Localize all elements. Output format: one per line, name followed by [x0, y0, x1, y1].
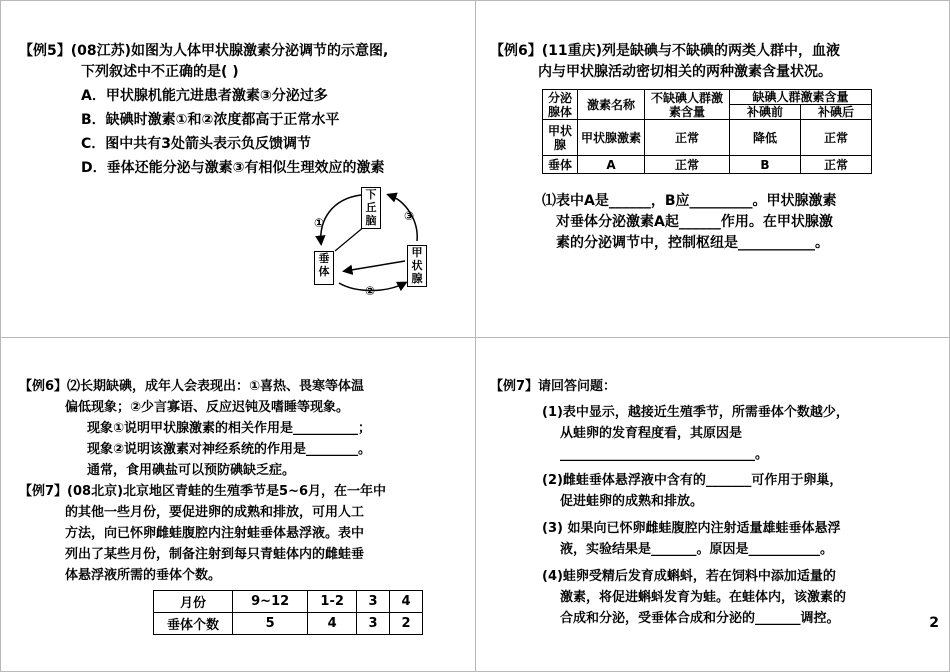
q2-answer-1: ⑴表中A是______，B应_________。甲状腺激素: [542, 193, 837, 209]
q3-line-5: 通常，食用碘盐可以预防碘缺乏症。: [87, 463, 296, 478]
q4-line-11: 合成和分泌，受垂体合成和分泌的_______调控。: [560, 611, 840, 626]
table-cell: B: [730, 156, 801, 174]
page-number: 2: [929, 615, 939, 631]
pituitary-box: [314, 251, 334, 285]
table-cell: 正常: [645, 120, 730, 156]
q3-line-3: 现象①说明甲状腺激素的相关作用是__________；: [87, 421, 372, 436]
option-c: C．图中共有3处箭头表示负反馈调节: [81, 136, 312, 152]
pituitary-count-table: [153, 590, 423, 635]
table-cell: 降低: [730, 120, 801, 156]
arrow-hypothalamus-to-pituitary: [321, 195, 361, 243]
quadrant-example-7-questions: [475, 337, 950, 672]
option-b: B．缺碘时激素①和②浓度都高于正常水平: [81, 112, 340, 128]
table-cell: 2: [390, 613, 423, 635]
q4-line-7: (3) 如果向已怀卵雌蛙腹腔内注射适量雄蛙垂体悬浮: [542, 521, 841, 536]
marker-1: ①: [314, 216, 325, 230]
q1-line-1: 【例5】(08江苏)如图为人体甲状腺激素分泌调节的示意图,: [19, 43, 389, 59]
header-normal-group: 不缺碘人群激素含量: [645, 90, 730, 120]
q4-line-10: 激素，将促进蝌蚪发育为蛙。在蛙体内，该激素的: [560, 590, 847, 605]
hormone-table: [542, 89, 872, 174]
arrow-thyroid-to-pituitary: [345, 261, 405, 271]
table-cell: 4: [308, 613, 357, 635]
q2-answer-2: 对垂体分泌激素A起______作用。在甲状腺激: [556, 214, 833, 230]
header-hormone-name: 激素名称: [578, 90, 645, 120]
table-cell: 甲状腺激素: [578, 120, 645, 156]
q3-line-8: 方法，向已怀卵雌蛙腹腔内注射蛙垂体悬浮液。表中: [65, 526, 365, 541]
q4-line-3: 从蛙卵的发育程度看，其原因是: [560, 426, 743, 441]
header-deficient-group: 缺碘人群激素含量: [730, 90, 872, 105]
hypothalamus-box: [361, 187, 381, 229]
q4-line-2: (1)表中显示，越接近生殖季节，所需垂体个数越少，: [542, 405, 849, 420]
q2-line-1: 【例6】(11重庆)列是缺碘与不缺碘的两类人群中，血液: [490, 43, 841, 59]
table-cell: 甲状腺: [543, 120, 578, 156]
q1-line-2: 下列叙述中不正确的是( ): [81, 64, 239, 80]
thyroid-label: 甲状腺: [411, 246, 423, 285]
table-cell: 9~12: [233, 591, 308, 613]
q3-line-10: 体悬浮液所需的垂体个数。: [65, 568, 222, 583]
q4-line-6: 促进蛙卵的成熟和排放。: [560, 494, 704, 509]
table-cell: 1-2: [308, 591, 357, 613]
thyroid-box: [407, 245, 427, 287]
table-cell: 垂体: [543, 156, 578, 174]
table-cell: 5: [233, 613, 308, 635]
table-cell: 正常: [800, 156, 871, 174]
pituitary-label: 垂体: [318, 252, 330, 278]
q3-line-6: 【例7】(08北京)北京地区青蛙的生殖季节是5~6月，在一年中: [19, 484, 387, 499]
table-cell: 4: [390, 591, 423, 613]
header-month: 月份: [154, 591, 233, 613]
q3-line-1: 【例6】⑵长期缺碘，成年人会表现出：①喜热、畏寒等体温: [19, 379, 365, 394]
table-cell: 3: [357, 613, 390, 635]
option-d: D．垂体还能分泌与激素③有相似生理效应的激素: [81, 160, 385, 176]
table-cell: 正常: [800, 120, 871, 156]
q3-line-4: 现象②说明该激素对神经系统的作用是________。: [87, 442, 372, 457]
marker-2: ②: [365, 284, 376, 298]
table-cell: 3: [357, 591, 390, 613]
q4-line-1: 【例7】请回答问题：: [490, 379, 617, 394]
q4-line-9: (4)蛙卵受精后发育成蝌蚪，若在饲料中添加适量的: [542, 569, 836, 584]
hypothalamus-label: 下丘脑: [365, 188, 377, 227]
option-a: A．甲状腺机能亢进患者激素③分泌过多: [81, 88, 328, 104]
table-cell: A: [578, 156, 645, 174]
header-after-iodine: 补碘后: [800, 105, 871, 120]
q3-line-9: 列出了某些月份，制备注射到每只青蛙体内的雌蛙垂: [65, 547, 365, 562]
q4-line-8: 液，实验结果是_______。原因是___________。: [560, 542, 834, 557]
quadrant-example-5: [0, 0, 476, 338]
header-gland: 分泌腺体: [543, 90, 578, 120]
q2-line-2: 内与甲状腺活动密切相关的两种激素含量状况。: [538, 64, 832, 80]
q2-answer-3: 素的分泌调节中，控制枢纽是___________。: [556, 235, 829, 251]
quadrant-example-6-7: [0, 337, 476, 672]
q4-line-4: ______________________________。: [560, 447, 769, 462]
quadrant-example-6: [475, 0, 950, 338]
header-before-iodine: 补碘前: [730, 105, 801, 120]
q3-line-7: 的其他一些月份，要促进卵的成熟和排放，可用人工: [65, 505, 365, 520]
header-count: 垂体个数: [154, 613, 233, 635]
q3-line-2: 偏低现象；②少言寡语、反应迟钝及嗜睡等现象。: [65, 400, 350, 415]
table-cell: 正常: [645, 156, 730, 174]
q4-line-5: (2)雌蛙垂体悬浮液中含有的_______可作用于卵巢，: [542, 473, 843, 488]
marker-3: ③: [404, 209, 415, 223]
